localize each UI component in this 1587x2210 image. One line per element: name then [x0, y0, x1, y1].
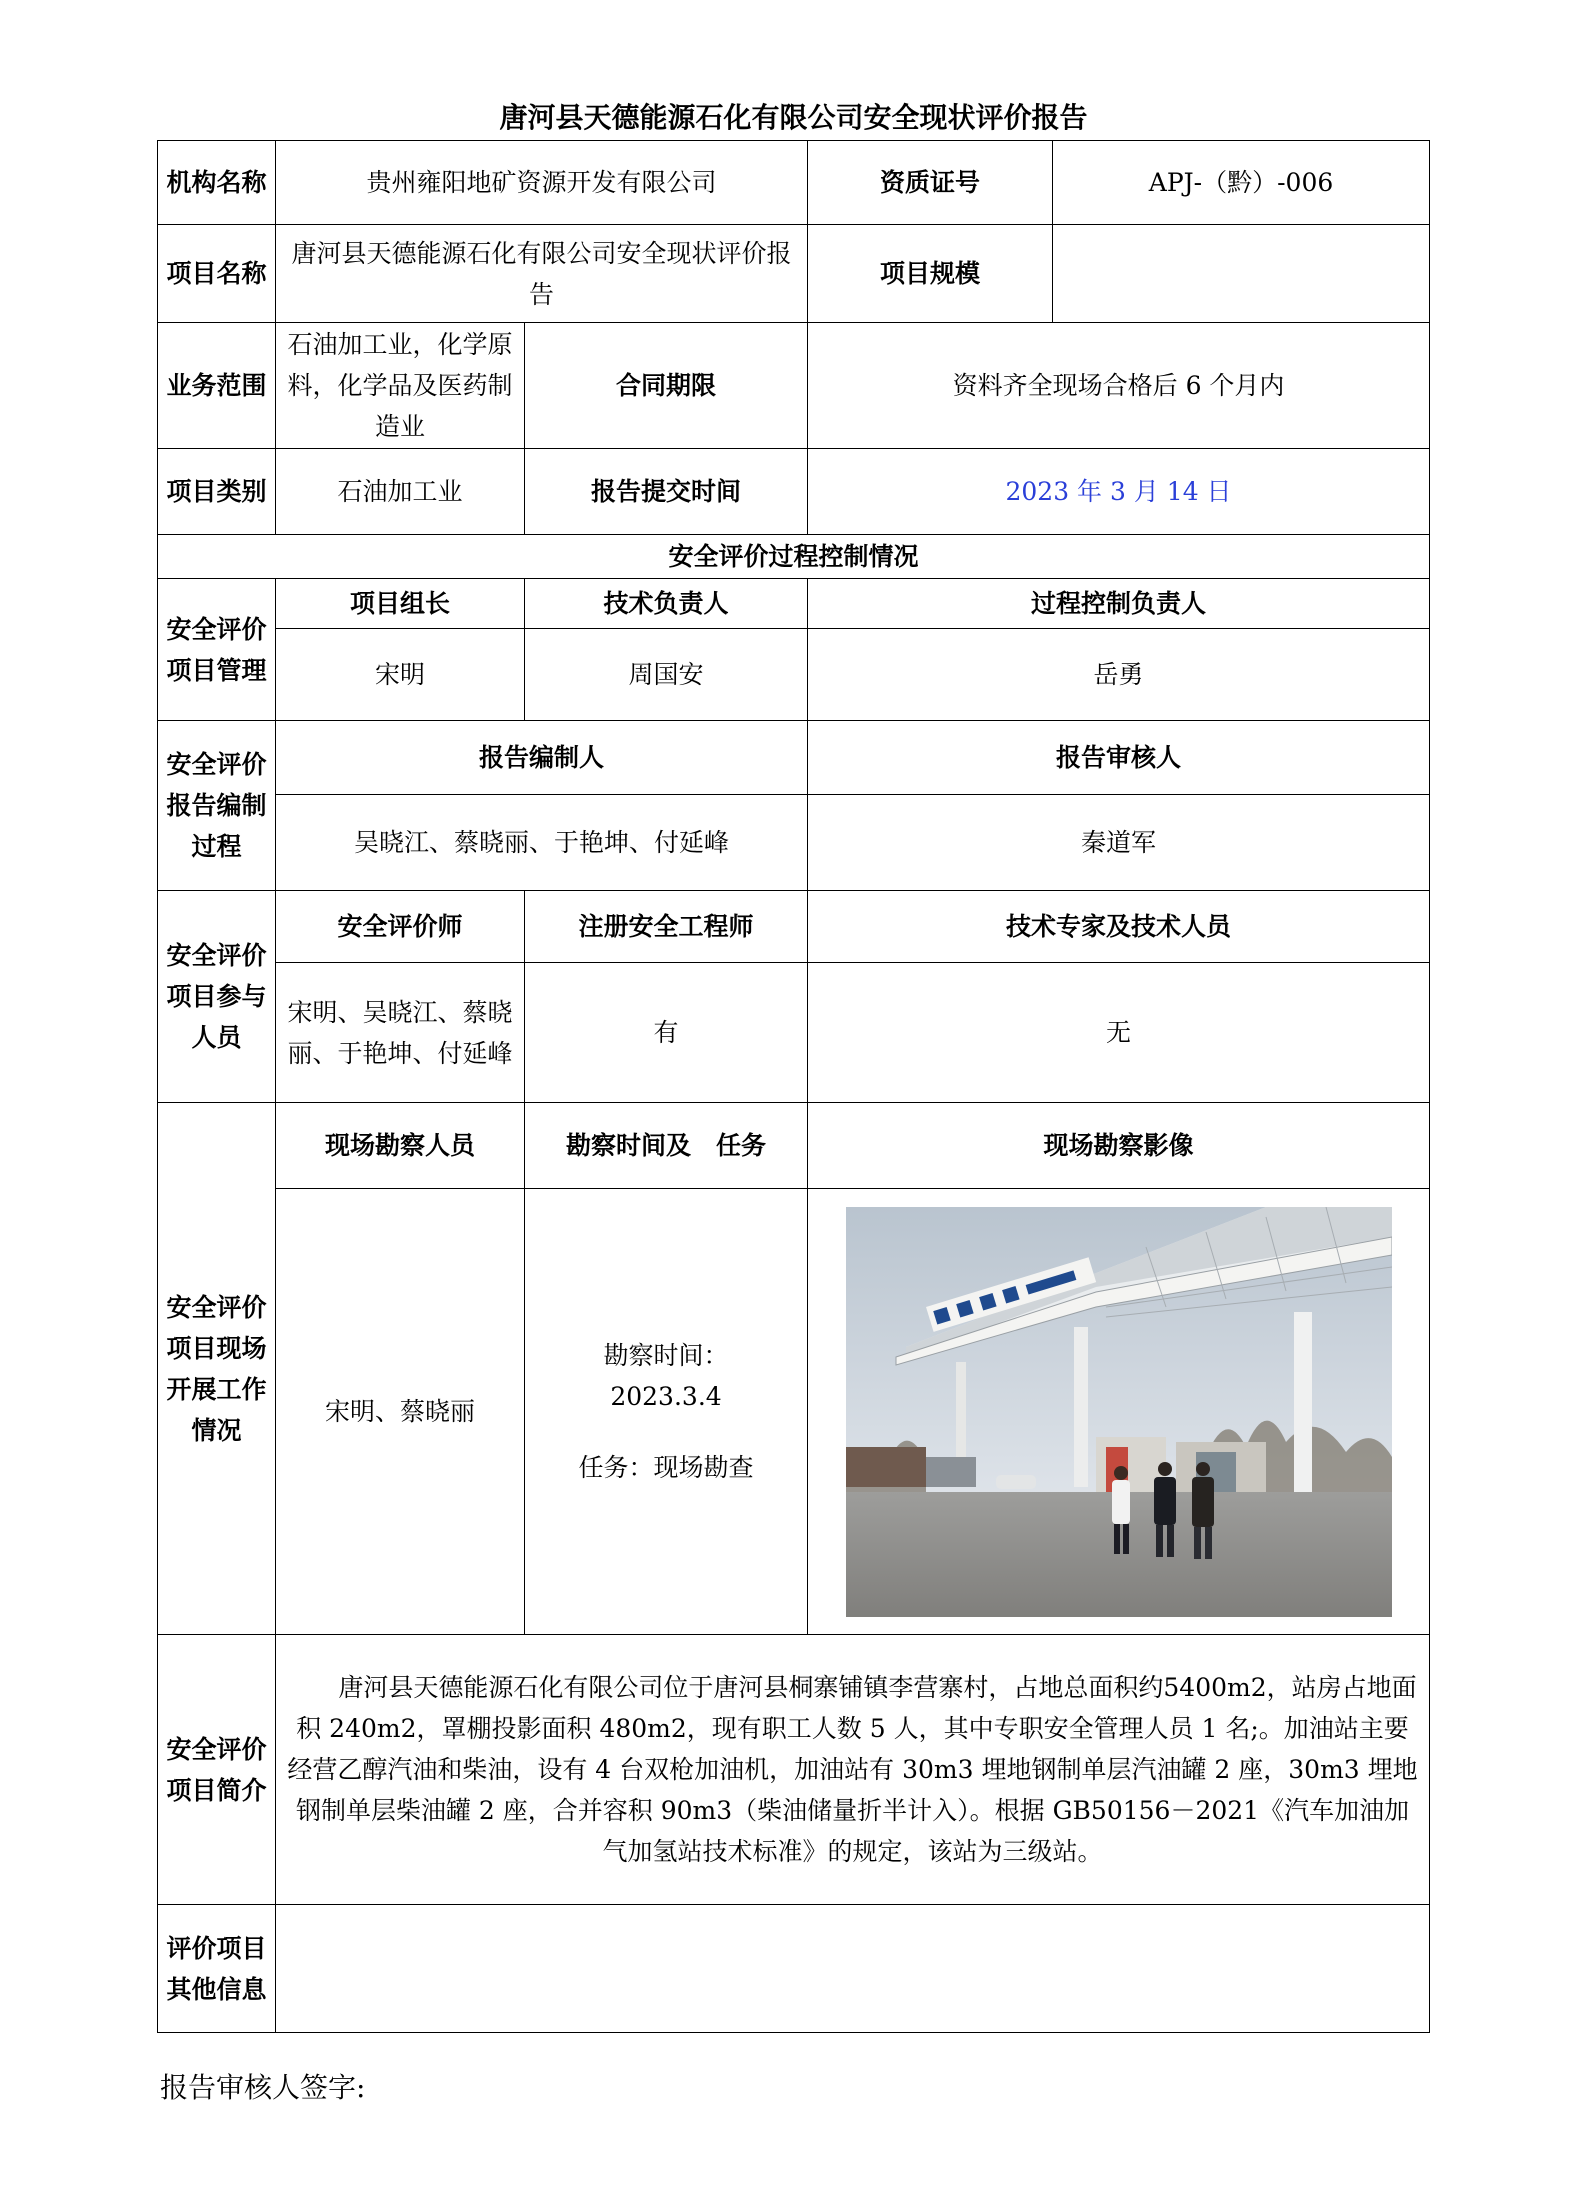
evaluation-form-table [157, 140, 1430, 2033]
participants-label: 安全评价项目参与人员 [158, 891, 276, 1103]
report-title: 唐河县天德能源石化有限公司安全现状评价报告 [499, 101, 1088, 134]
process-control-lead-header: 过程控制负责人 [808, 579, 1430, 629]
report-reviewer-value: 秦道军 [808, 795, 1430, 891]
row-site-values [158, 1189, 1430, 1635]
qualification-label: 资质证号 [808, 141, 1053, 225]
survey-time-value: 2023.3.4 [610, 1382, 722, 1411]
evaluator-header: 安全评价师 [276, 891, 525, 963]
qualification-value: APJ-（黔）-006 [1053, 141, 1430, 225]
tech-experts-value: 无 [808, 963, 1430, 1103]
row-org [158, 141, 1430, 225]
survey-time-label: 勘察时间： [603, 1341, 729, 1370]
report-compilation-label: 安全评价报告编制过程 [158, 721, 276, 891]
row-participants-values [158, 963, 1430, 1103]
tech-lead-header: 技术负责人 [525, 579, 808, 629]
row-participants-header [158, 891, 1430, 963]
row-management-values [158, 629, 1430, 721]
project-name-label: 项目名称 [158, 225, 276, 323]
tech-lead-value: 周国安 [525, 629, 808, 721]
site-images-header: 现场勘察影像 [808, 1103, 1430, 1189]
row-compilation-header [158, 721, 1430, 795]
row-project-category [158, 449, 1430, 535]
row-process-heading [158, 535, 1430, 579]
row-business-scope [158, 323, 1430, 449]
project-scale-value [1053, 225, 1430, 323]
project-management-label: 安全评价项目管理 [158, 579, 276, 721]
row-management-header [158, 579, 1430, 629]
report-reviewer-header: 报告审核人 [808, 721, 1430, 795]
contract-period-label: 合同期限 [525, 323, 808, 449]
project-name-value: 唐河县天德能源石化有限公司安全现状评价报告 [276, 225, 808, 323]
site-survey-photo [846, 1207, 1392, 1617]
row-compilation-values [158, 795, 1430, 891]
survey-time-task-header: 勘察时间及 任务 [525, 1103, 808, 1189]
project-leader-value: 宋明 [276, 629, 525, 721]
survey-time-task-value [525, 1189, 808, 1635]
project-category-value: 石油加工业 [276, 449, 525, 535]
project-leader-header: 项目组长 [276, 579, 525, 629]
report-compiler-value: 吴晓江、蔡晓丽、于艳坤、付延峰 [276, 795, 808, 891]
site-work-label: 安全评价项目现场开展工作情况 [158, 1103, 276, 1635]
project-category-label: 项目类别 [158, 449, 276, 535]
other-info-value [276, 1905, 1430, 2033]
row-site-header [158, 1103, 1430, 1189]
other-info-label: 评价项目其他信息 [158, 1905, 276, 2033]
reviewer-signature-label: 报告审核人签字: [160, 2071, 366, 2104]
survey-task-value: 任务：现场勘查 [578, 1453, 754, 1482]
project-intro-label: 安全评价项目简介 [158, 1635, 276, 1905]
registered-engineer-value: 有 [525, 963, 808, 1103]
submit-time-value: 2023 年 3 月 14 日 [808, 449, 1430, 535]
tech-experts-header: 技术专家及技术人员 [808, 891, 1430, 963]
contract-period-value: 资料齐全现场合格后 6 个月内 [808, 323, 1430, 449]
evaluator-value: 宋明、吴晓江、蔡晓丽、于艳坤、付延峰 [276, 963, 525, 1103]
row-project-intro [158, 1635, 1430, 1905]
project-intro-text: 唐河县天德能源石化有限公司位于唐河县桐寨铺镇李营寨村，占地总面积约5400m2，站房占地面积 240m2，罩棚投影面积 480m2，现有职工人数 5 人，其中专职安全管理人员 1 名;。加油站主要经营乙醇汽油和柴油，设有 4 台双枪加油机，加油站有 30m3 埋地钢制单层汽油罐 2 座，30m3 埋地钢制单层柴油罐 2 座，合并容积 90m3（柴油储量折半计入）。根据 GB50156－2021《汽车加油加气加氢站技术标准》的规定，该站为三级站。 [287, 1673, 1418, 1866]
org-name-label: 机构名称 [158, 141, 276, 225]
site-staff-value: 宋明、蔡晓丽 [276, 1189, 525, 1635]
process-control-heading: 安全评价过程控制情况 [158, 535, 1430, 579]
business-scope-label: 业务范围 [158, 323, 276, 449]
registered-engineer-header: 注册安全工程师 [525, 891, 808, 963]
process-control-lead-value: 岳勇 [808, 629, 1430, 721]
submit-time-label: 报告提交时间 [525, 449, 808, 535]
project-scale-label: 项目规模 [808, 225, 1053, 323]
row-other-info [158, 1905, 1430, 2033]
site-image-cell [808, 1189, 1430, 1635]
report-compiler-header: 报告编制人 [276, 721, 808, 795]
org-name-value: 贵州雍阳地矿资源开发有限公司 [276, 141, 808, 225]
row-project-name [158, 225, 1430, 323]
project-intro-cell [276, 1635, 1430, 1905]
business-scope-value: 石油加工业，化学原料，化学品及医药制造业 [276, 323, 525, 449]
site-staff-header: 现场勘察人员 [276, 1103, 525, 1189]
